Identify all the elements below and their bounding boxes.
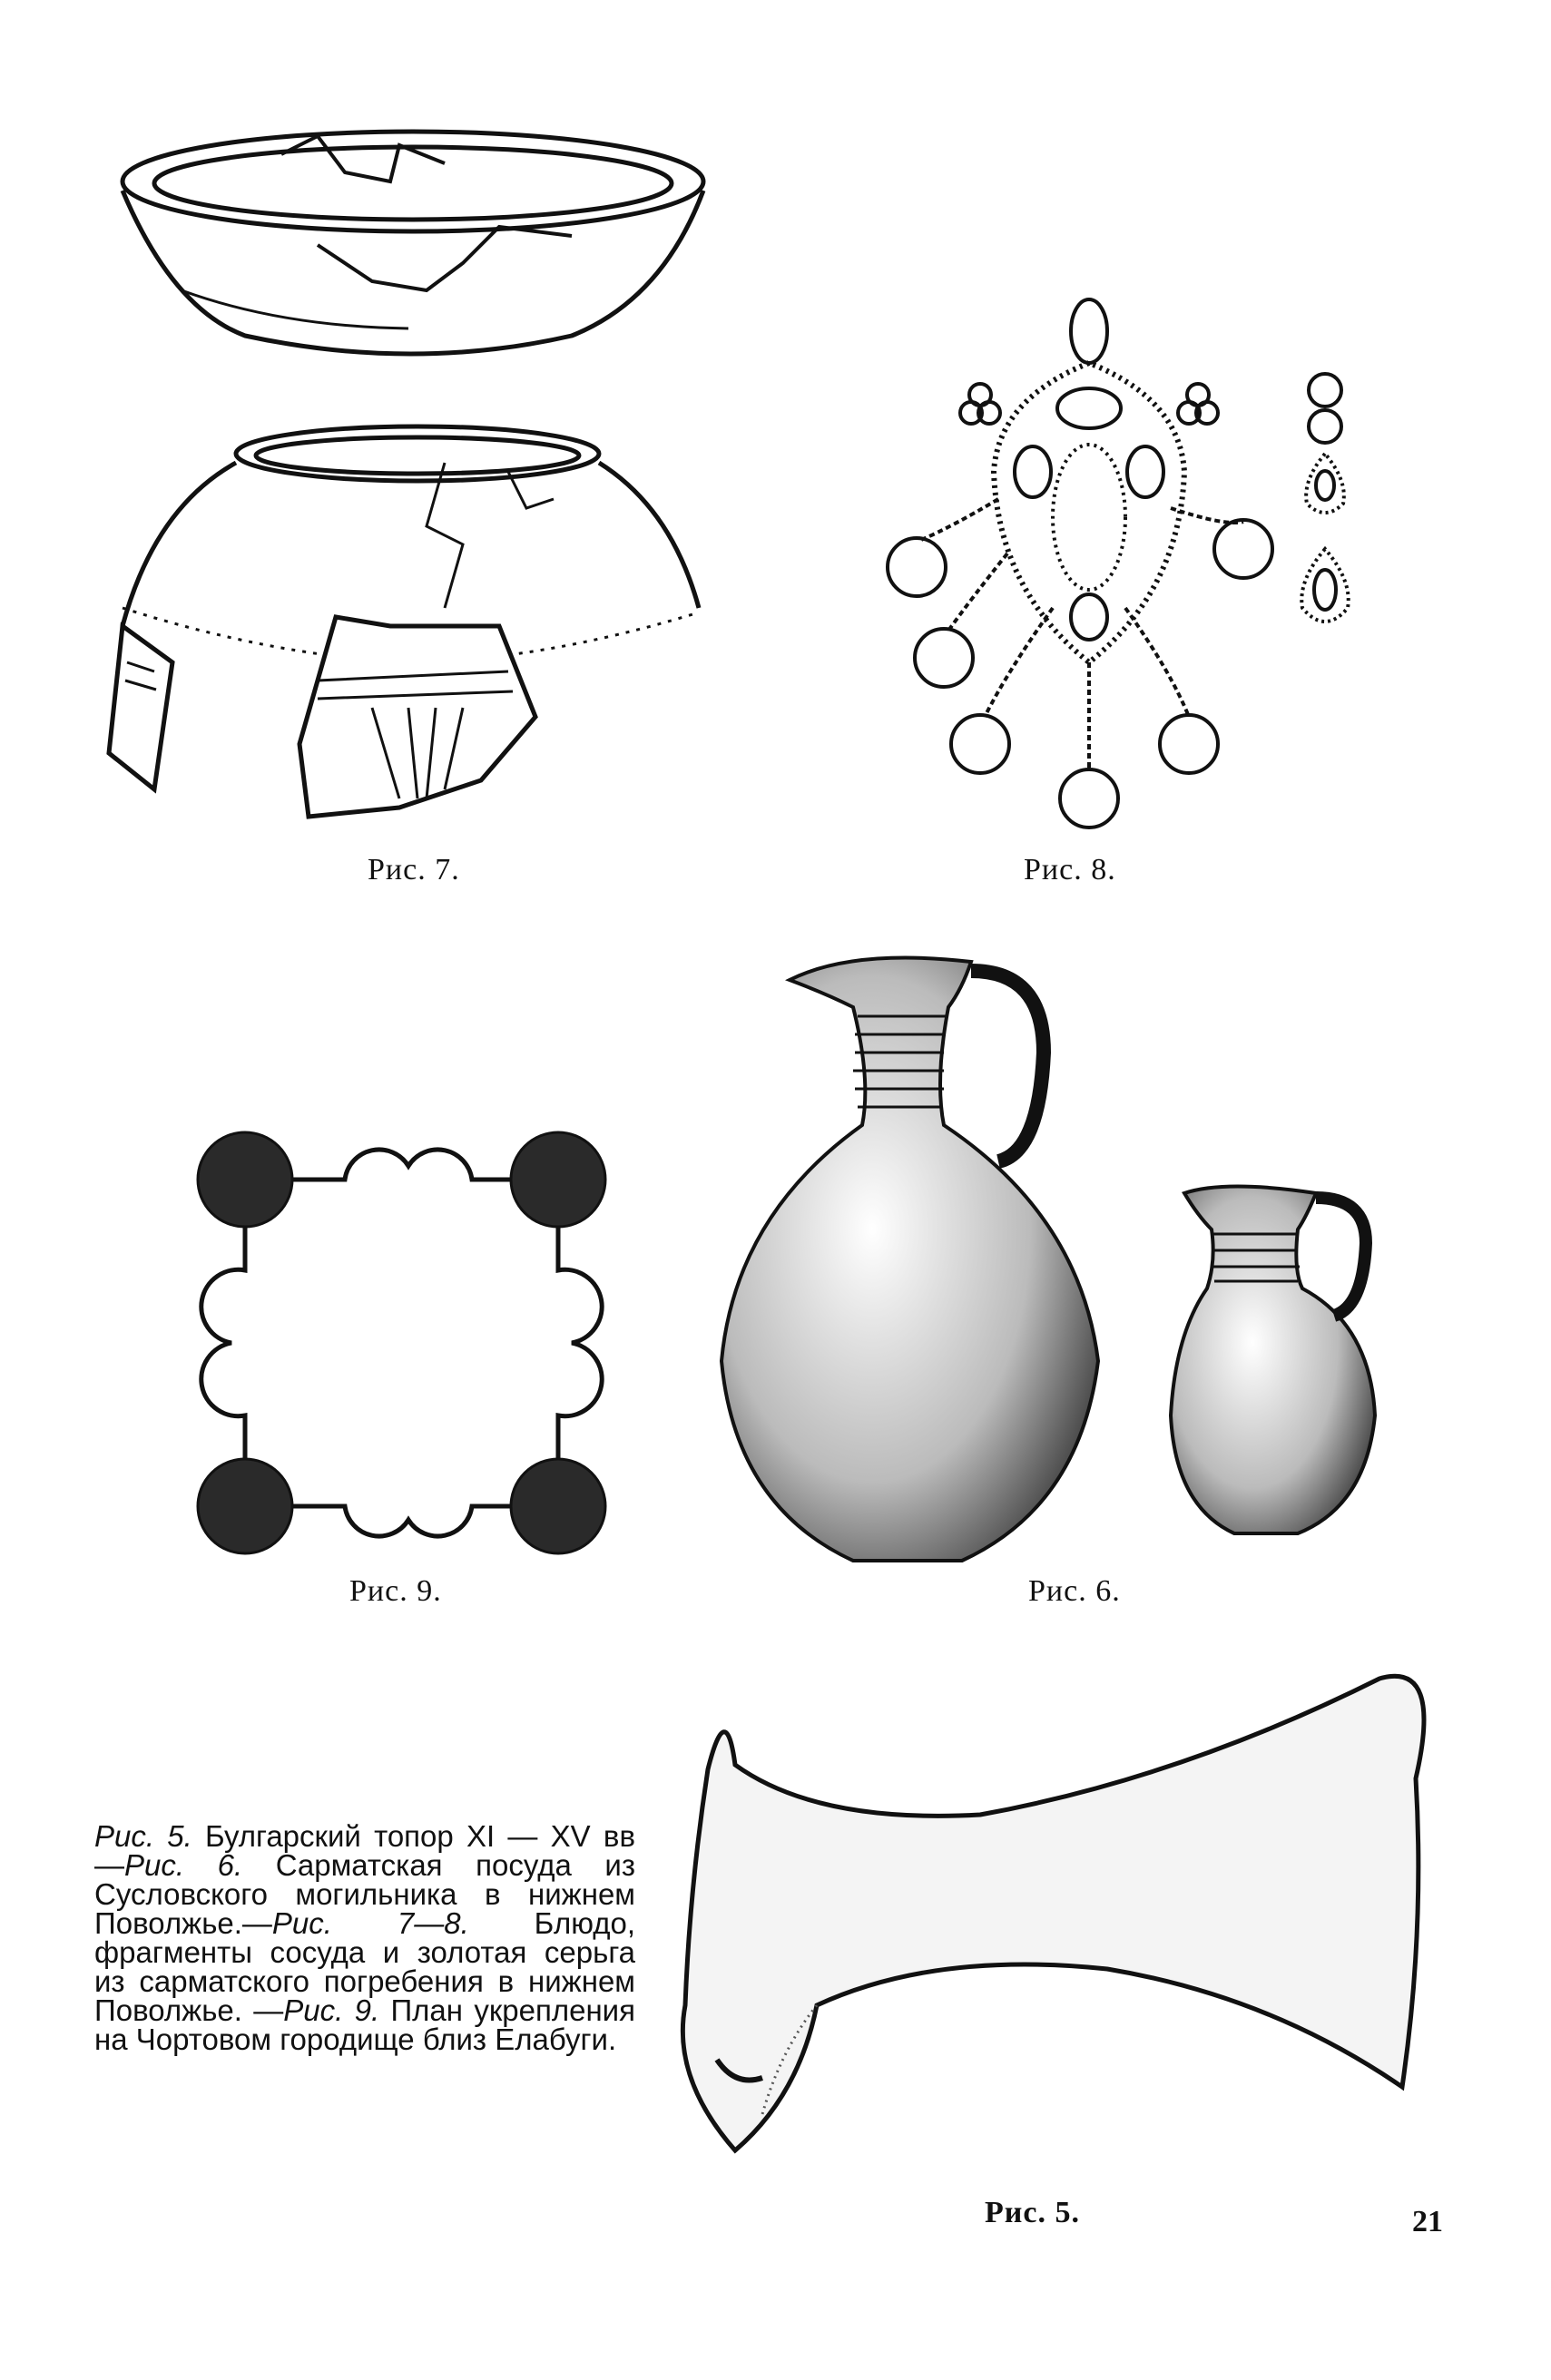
- bowl-drawing: [123, 132, 703, 354]
- caption-ref-fig5: Рис. 5.: [94, 1819, 192, 1853]
- caption-text-fig9: План укрепления на Чортовом городище близ Елабуги.: [94, 1993, 635, 2056]
- fig9-illustration: [191, 1125, 626, 1561]
- caption-ref-fig6: Рис. 6.: [124, 1848, 243, 1882]
- fig6-caption: Рис. 6.: [1028, 1574, 1121, 1608]
- fig8-illustration: [871, 290, 1398, 844]
- caption-ref-fig7-8: Рис. 7—8.: [271, 1906, 469, 1940]
- fig6-illustration: [717, 944, 1443, 1579]
- figure-captions-text: [94, 1819, 635, 2056]
- caption-text-fig6: Сарматская посуда из Сусловского могильника в нижнем Поволжье.—: [94, 1848, 635, 1940]
- fig5-caption: Рис. 5.: [985, 2196, 1080, 2229]
- large-jug-drawing: [722, 958, 1098, 1562]
- tower-circles: [198, 1132, 605, 1553]
- vessel-fragment-drawing: [109, 426, 699, 817]
- fig8-caption: Рис. 8.: [1024, 853, 1116, 886]
- fig5-illustration: [635, 1660, 1434, 2187]
- page-number: 21: [1412, 2205, 1443, 2238]
- small-jug-drawing: [1171, 1187, 1375, 1534]
- fig7-caption: Рис. 7.: [368, 853, 460, 886]
- fig7-illustration: [100, 118, 790, 862]
- caption-text-fig7-8: Блюдо, фрагменты сосуда и золотая серьга из сарматского погребения в нижнем Поволжье. —: [94, 1906, 635, 2027]
- caption-ref-fig9: Рис. 9.: [283, 1993, 380, 2027]
- axe-drawing: [682, 1676, 1424, 2150]
- fig9-caption: Рис. 9.: [349, 1574, 442, 1608]
- caption-text-fig5: Булгарский топор XI — XV вв —: [94, 1819, 635, 1882]
